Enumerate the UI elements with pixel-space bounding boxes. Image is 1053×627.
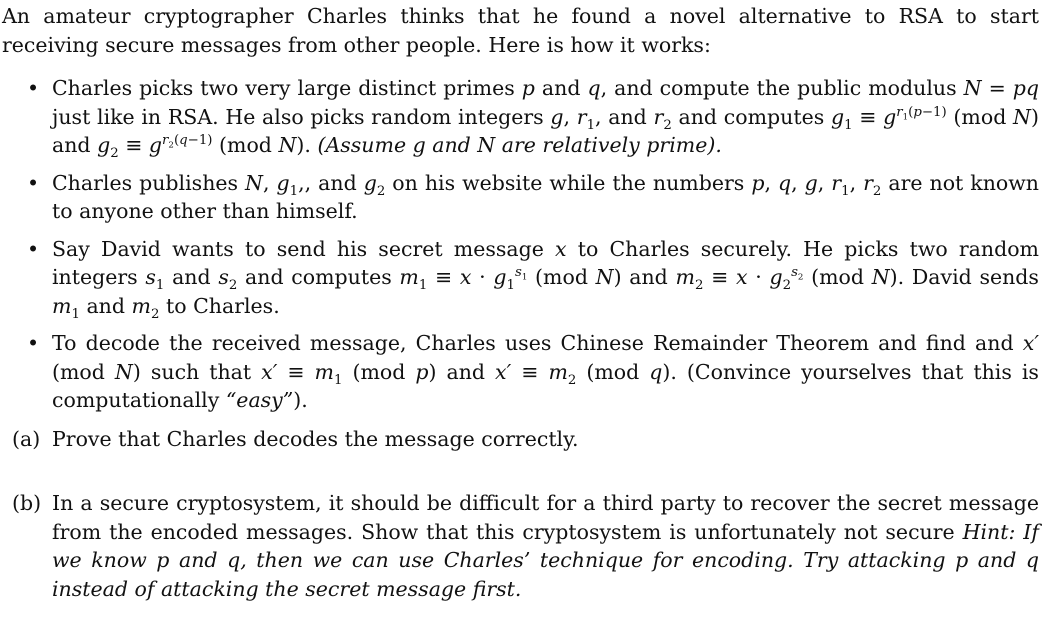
step-text: , and bbox=[304, 170, 364, 195]
assumption-note: (Assume g and N are relatively prime). bbox=[317, 133, 722, 157]
step-text: and bbox=[621, 265, 676, 289]
step-text: Charles picks two very large distinct primes bbox=[52, 76, 522, 100]
math-m2-def: $m_2 \equiv x \cdot g_2^{s_2}$ (mod N) bbox=[675, 265, 898, 294]
step-text: such that bbox=[140, 359, 262, 384]
math-p: p bbox=[521, 76, 535, 100]
step-publish bbox=[27, 169, 1040, 226]
math-r2: $r_2$ bbox=[653, 104, 672, 133]
math-x: x bbox=[555, 236, 567, 261]
step-text: and bbox=[534, 76, 588, 100]
step-text: and bbox=[164, 265, 219, 289]
step-text: Say David wants to send his secret message bbox=[52, 236, 556, 261]
question-part-b bbox=[2, 489, 1039, 603]
step-text: . David sends bbox=[897, 265, 1039, 289]
step-encryption bbox=[27, 235, 1039, 322]
part-a-label: (a) bbox=[12, 426, 41, 451]
math-g1-def: $g_1 \equiv g^{r_1(p-1)}$ (mod N) bbox=[830, 104, 1039, 133]
math-x-prime-mod-n: x′ (mod N) bbox=[52, 331, 1039, 384]
step-text: ). bbox=[293, 388, 308, 412]
math-g2-def: $g_2 \equiv g^{r_2(q-1)}$ (mod N). bbox=[97, 133, 311, 162]
step-text: and bbox=[436, 359, 496, 384]
math-q: q bbox=[587, 76, 601, 100]
part-a-text: Prove that Charles decodes the message correctly. bbox=[52, 426, 579, 451]
step-text: and bbox=[79, 293, 132, 318]
math-m2: $m_2$ bbox=[131, 293, 160, 322]
math-public-values: N, $g_1$, bbox=[245, 170, 305, 199]
step-text: , and bbox=[595, 104, 654, 129]
bullet-icon: • bbox=[27, 170, 40, 195]
step-text: To decode the received message, Charles uses Chinese Remainder Theorem and find and bbox=[52, 331, 1023, 355]
part-b-hint: Hint: If we know p and q, then we can use Charles’ technique for encoding. Try attacking p and q instead of attacking the secret message first. bbox=[52, 519, 1039, 601]
bullet-icon: • bbox=[27, 331, 40, 355]
math-modulus: N = pq bbox=[963, 76, 1039, 100]
step-text: are not known to anyone other than himself. bbox=[52, 170, 1040, 223]
math-g2: $g_2$ bbox=[363, 170, 386, 199]
step-key-generation bbox=[27, 74, 1039, 162]
intro-paragraph: An amateur cryptographer Charles thinks that he found a novel alternative to RSA to start receiving secure messages from other people. Here is how it works: bbox=[2, 4, 1039, 57]
step-text: and computes bbox=[237, 265, 400, 289]
bullet-icon: • bbox=[27, 76, 40, 100]
math-s2: $s_2$ bbox=[218, 265, 238, 294]
step-text: , and compute the public modulus bbox=[600, 76, 964, 100]
easy-quote: “easy” bbox=[225, 388, 294, 412]
step-decryption bbox=[27, 329, 1039, 415]
step-text: to Charles. bbox=[159, 293, 280, 318]
math-crt-q: $x' \equiv m_2$ (mod q) bbox=[495, 359, 671, 388]
step-text: to Charles securely. He picks two random integers bbox=[52, 236, 1039, 289]
math-secret-values: p, q, g, $r_1$, $r_2$ bbox=[751, 170, 882, 199]
step-text: and bbox=[52, 133, 98, 157]
part-b-label: (b) bbox=[12, 491, 42, 515]
math-g-r1: g, $r_1$ bbox=[550, 104, 596, 133]
math-s1: $s_1$ bbox=[145, 265, 165, 294]
step-text: and computes bbox=[671, 104, 831, 129]
step-text: Charles publishes bbox=[52, 170, 246, 195]
protocol-steps bbox=[2, 74, 1039, 415]
math-crt-p: $x' \equiv m_1$ (mod p) bbox=[261, 359, 437, 388]
step-text: . (Convince yourselves that this is computationally bbox=[52, 359, 1039, 412]
question-part-a bbox=[2, 425, 1039, 454]
math-m1-def: $m_1 \equiv x \cdot g_1^{s_1}$ (mod N) bbox=[399, 265, 622, 294]
bullet-icon: • bbox=[27, 236, 40, 261]
step-text: on his website while the numbers bbox=[385, 170, 752, 195]
math-m1: $m_1$ bbox=[52, 293, 80, 322]
step-text: just like in RSA. He also picks random integers bbox=[52, 104, 551, 129]
part-b-text: In a secure cryptosystem, it should be difficult for a third party to recover the secret message from the encoded messages. Show that this cryptosystem is unfortunately not secure bbox=[52, 491, 1039, 544]
